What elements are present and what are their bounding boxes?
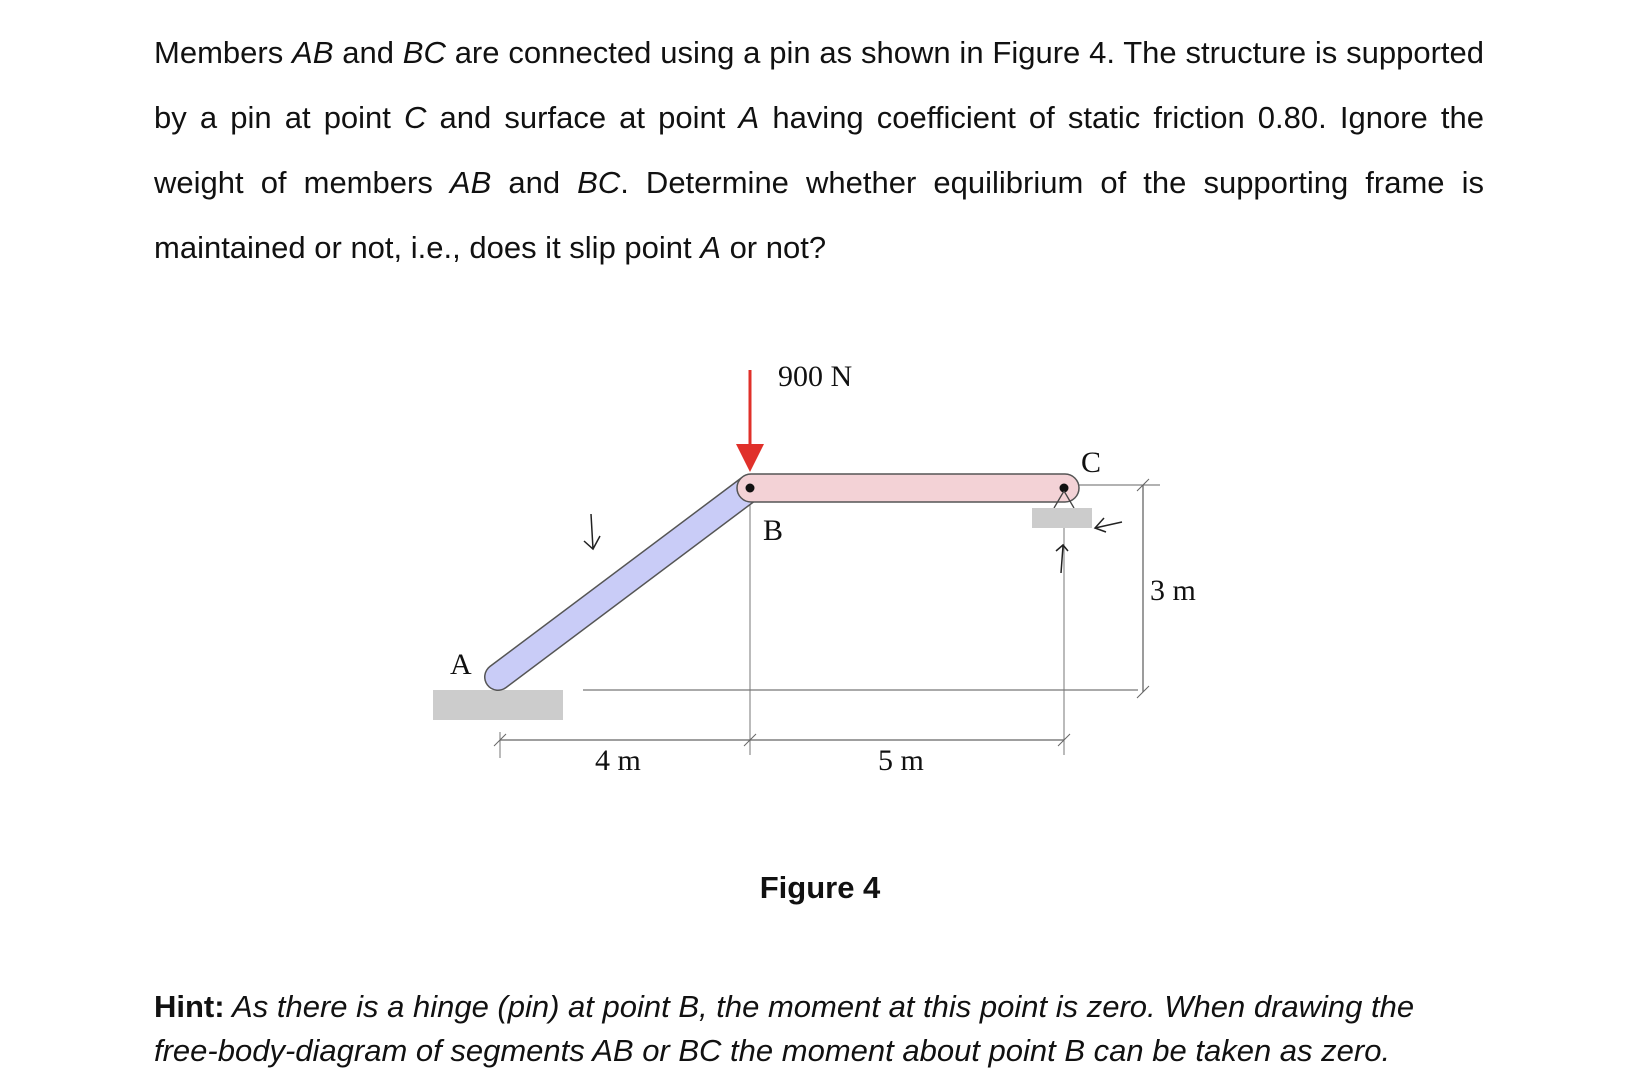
dim-ab-label: 4 m	[595, 744, 641, 777]
member-ab	[498, 488, 750, 677]
point-b-label: B	[763, 514, 784, 547]
reaction-arrow-a-hand	[584, 514, 600, 549]
point-a-ref: A	[700, 230, 721, 265]
dim-vertical-label: 3 m	[1150, 574, 1196, 607]
member-bc-ref: BC	[402, 35, 446, 70]
problem-paragraph: Members AB and BC are connected using a pin as shown in Figure 4. The structure is supported by a pin at point C and surface at point A having coefficient of static friction 0.80. Ignore the weight of members AB and BC. Determine whether equilibrium of the supporting frame is maintained or not, i.e., does it slip point A or not?	[154, 35, 1485, 265]
point-a-ref: A	[738, 100, 760, 135]
member-ab-ref: AB	[449, 165, 492, 200]
ground-support-a	[433, 690, 563, 720]
load-label: 900 N	[778, 360, 853, 393]
dim-bc-label: 5 m	[878, 744, 924, 777]
load-arrow-head	[736, 444, 764, 472]
reaction-arrow-c-vertical-hand	[1056, 545, 1068, 573]
reaction-arrow-c-horizontal-hand	[1095, 518, 1122, 532]
hint-label: Hint:	[154, 989, 225, 1024]
member-bc	[737, 474, 1079, 502]
point-c-ref: C	[404, 100, 427, 135]
member-bc-ref: BC	[577, 165, 621, 200]
problem-statement	[154, 20, 1484, 280]
pin-support-c-base	[1032, 508, 1092, 528]
pin-b	[746, 484, 755, 493]
member-ab-ref: AB	[292, 35, 334, 70]
figure-caption: Figure 4	[759, 870, 881, 905]
hint-text: As there is a hinge (pin) at point B, the moment at this point is zero. When drawing the free-body-diagram of segments AB or BC the moment about point B can be taken as zero.	[154, 989, 1415, 1068]
point-a-label: A	[450, 648, 472, 681]
hint-box	[154, 985, 1484, 1073]
point-c-label: C	[1081, 446, 1102, 479]
frame-figure	[0, 340, 1640, 920]
